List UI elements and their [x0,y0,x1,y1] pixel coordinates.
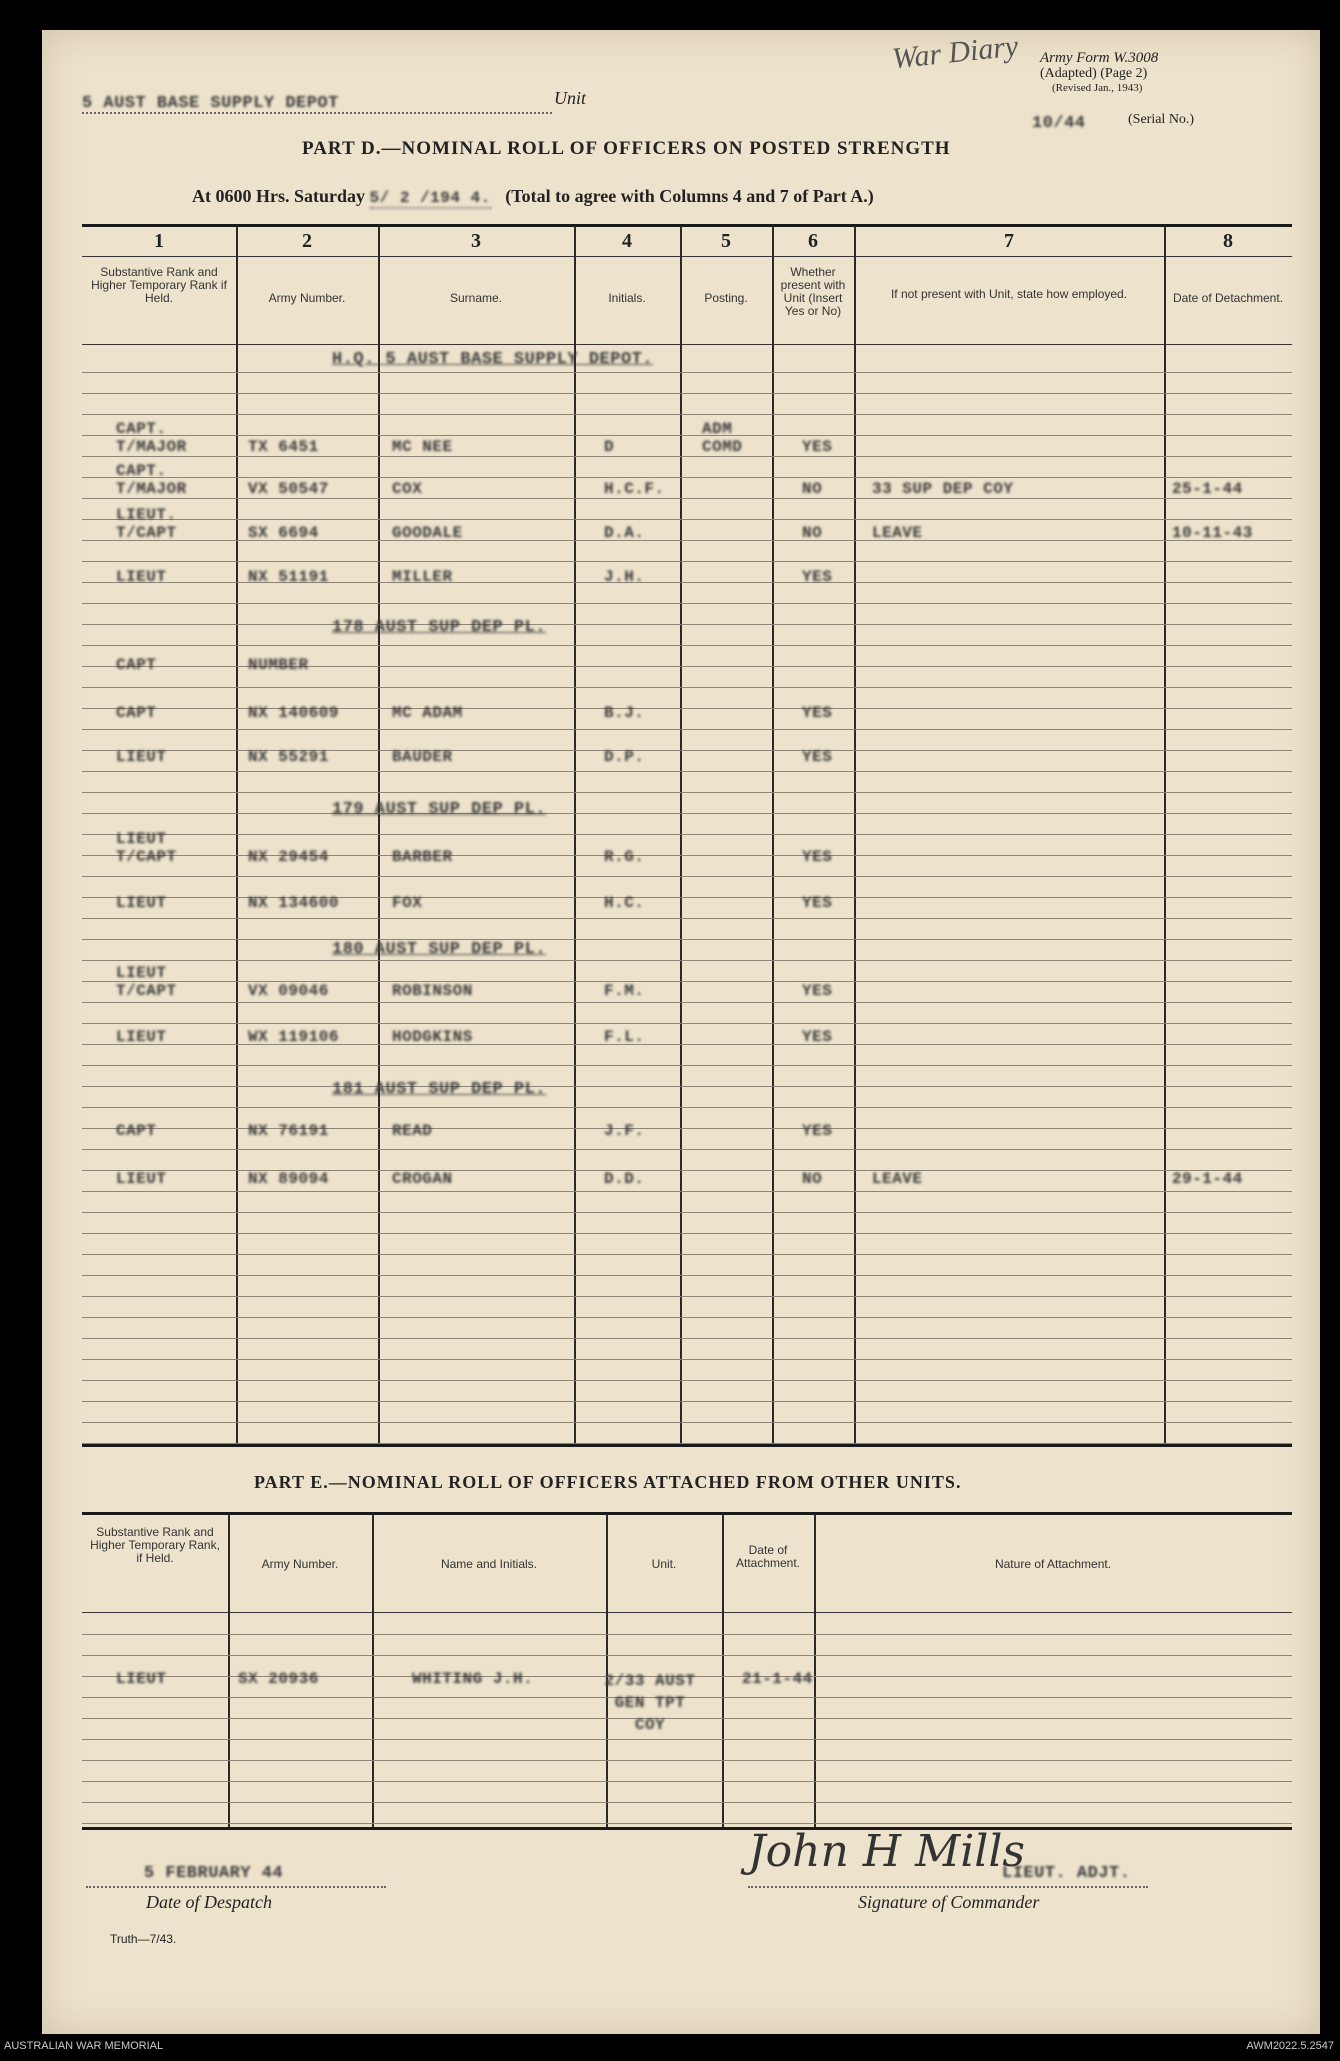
archive-footer [0,2034,1340,2061]
cell-rank: CAPT. T/MAJOR [116,420,187,456]
unit-dots [82,112,552,114]
cell-employed: LEAVE [872,524,923,542]
cell-rank: LIEUT [116,1670,167,1688]
col-header: Surname. [449,291,503,305]
cell-surname: FOX [392,894,423,912]
cell-rank: LIEUT T/CAPT [116,830,177,866]
form-revised: (Revised Jan., 1943) [1052,82,1143,94]
cell-number: NX 76191 [248,1122,329,1140]
total-note: (Total to agree with Columns 4 and 7 of Part A.) [505,186,874,206]
cell-rank: LIEUT. T/CAPT [116,506,177,542]
cell-rank: LIEUT [116,1028,167,1046]
cell-present: YES [802,1028,833,1046]
cell-number: TX 6451 [248,438,319,456]
despatch-dots [86,1886,386,1888]
cell-surname: COX [392,480,423,498]
cell-initials: F.L. [604,1028,645,1046]
cell-initials: D.A. [604,524,645,542]
cell-surname: READ [392,1122,433,1140]
cell-surname: BARBER [392,848,453,866]
at-line [192,186,874,207]
section-heading: 179 AUST SUP DEP PL. [332,800,547,819]
cell-present: YES [802,1122,833,1140]
col-header: Nature of Attachment. [994,1557,1112,1571]
cell-present: NO [802,1170,823,1188]
cell-present: YES [802,848,833,866]
col-header: Whether present with Unit (Insert Yes or No) [780,265,846,318]
cell-number: NX 89094 [248,1170,329,1188]
cell-initials: B.J. [604,704,645,722]
col-number: 5 [721,230,731,252]
section-heading: 181 AUST SUP DEP PL. [332,1080,547,1099]
col-header: Army Number. [261,1557,339,1571]
cell-present: YES [802,704,833,722]
cell-rank: LIEUT [116,748,167,766]
cell-number: NUMBER [248,656,309,674]
col-number: 7 [1004,230,1014,252]
despatch-label: Date of Despatch [146,1892,272,1912]
part-e-title: PART E.—NOMINAL ROLL OF OFFICERS ATTACHED FROM OTHER UNITS. [254,1472,962,1492]
cell-surname: ROBINSON [392,982,473,1000]
cell-initials: R.G. [604,848,645,866]
cell-unit: 2/33 AUST GEN TPT COY [604,1672,696,1734]
section-heading: 180 AUST SUP DEP PL. [332,940,547,959]
cell-initials: H.C.F. [604,480,665,498]
col-header: Posting. [704,291,748,305]
col-header: Initials. [608,291,646,305]
col-number: 2 [302,230,312,252]
cell-employed: 33 SUP DEP COY [872,480,1014,498]
cell-number: NX 29454 [248,848,329,866]
at-text: At 0600 Hrs. Saturday [192,186,366,206]
cell-rank: CAPT [116,704,157,722]
cell-present: NO [802,524,823,542]
cell-surname: CROGAN [392,1170,453,1188]
col-header: Name and Initials. [440,1557,538,1571]
cell-date: 25-1-44 [1172,480,1243,498]
form-name: Army Form W.3008 [1040,50,1159,66]
col-number: 1 [154,230,164,252]
unit-label: Unit [554,88,587,108]
cell-rank: LIEUT [116,894,167,912]
cell-initials: D.P. [604,748,645,766]
col-number: 6 [808,230,818,252]
cell-present: YES [802,748,833,766]
cell-initials: J.H. [604,568,645,586]
col-header: Unit. [651,1557,677,1571]
cell-rank: LIEUT [116,1170,167,1188]
despatch-value: 5 FEBRUARY 44 [144,1864,284,1883]
col-header: Substantive Rank and Higher Temporary Rank if Held. [91,265,227,305]
cell-rank: CAPT [116,1122,157,1140]
cell-surname: HODGKINS [392,1028,473,1046]
cell-present: NO [802,480,823,498]
cell-present: YES [802,982,833,1000]
section-heading: 178 AUST SUP DEP PL. [332,618,547,637]
cell-surname: BAUDER [392,748,453,766]
serial-value: 10/44 [1032,114,1086,133]
cell-posting: ADM COMD [702,420,743,456]
form-page: (Page 2) [1100,66,1148,81]
cell-number: VX 50547 [248,480,329,498]
form-paper [42,30,1320,2034]
cell-number: SX 20936 [238,1670,319,1688]
cell-present: YES [802,438,833,456]
cell-surname: MC NEE [392,438,453,456]
signature-rank: LIEUT. ADJT. [1002,1864,1131,1883]
cell-number: NX 55291 [248,748,329,766]
col-number: 3 [471,230,481,252]
section-heading: H.Q. 5 AUST BASE SUPPLY DEPOT. [332,350,654,369]
cell-rank: CAPT. T/MAJOR [116,462,187,498]
cell-initials: H.C. [604,894,645,912]
cell-initials: F.M. [604,982,645,1000]
cell-employed: LEAVE [872,1170,923,1188]
cell-surname: MC ADAM [392,704,463,722]
cell-present: YES [802,568,833,586]
commander-signature: John H Mills [748,1826,1025,1877]
part-d-title: PART D.—NOMINAL ROLL OF OFFICERS ON POSTED STRENGTH [302,138,951,159]
cell-present: YES [802,894,833,912]
col-number: 4 [622,230,632,252]
unit-value: 5 AUST BASE SUPPLY DEPOT [82,94,339,113]
col-header: If not present with Unit, state how employed. [890,287,1128,301]
cell-number: NX 140609 [248,704,339,722]
cell-number: NX 134600 [248,894,339,912]
cell-initials: D [604,438,615,456]
col-header: Substantive Rank and Higher Temporary Rank, if Held. [90,1525,220,1565]
cell-date: 21-1-44 [742,1670,813,1688]
signature-dots [748,1886,1148,1888]
archive-left: AUSTRALIAN WAR MEMORIAL [4,2040,164,2052]
cell-number: SX 6694 [248,524,319,542]
cell-date: 10-11-43 [1172,524,1253,542]
form-adapted: (Adapted) (Page 2) [1040,66,1148,81]
cell-surname: MILLER [392,568,453,586]
col-number: 8 [1223,230,1233,252]
cell-rank: LIEUT T/CAPT [116,964,177,1000]
cell-date: 29-1-44 [1172,1170,1243,1188]
handwritten-note: War Diary [890,29,1020,76]
cell-number: NX 51191 [248,568,329,586]
archive-right: AWM2022.5.2547 [1246,2040,1334,2052]
cell-number: WX 119106 [248,1028,339,1046]
signature-label: Signature of Commander [858,1892,1040,1912]
print-code: Truth—7/43. [110,1932,177,1946]
cell-initials: D.D. [604,1170,645,1188]
cell-name: WHITING J.H. [412,1670,534,1688]
col-header: Army Number. [268,291,346,305]
col-header: Date of Attachment. [735,1543,801,1570]
report-date: 5/ 2 /194 4. [369,189,491,207]
cell-number: VX 09046 [248,982,329,1000]
cell-initials: J.F. [604,1122,645,1140]
cell-rank: CAPT [116,656,157,674]
col-header: Date of Detachment. [1172,291,1284,305]
cell-surname: GOODALE [392,524,463,542]
serial-label: (Serial No.) [1128,112,1195,127]
cell-rank: LIEUT [116,568,167,586]
